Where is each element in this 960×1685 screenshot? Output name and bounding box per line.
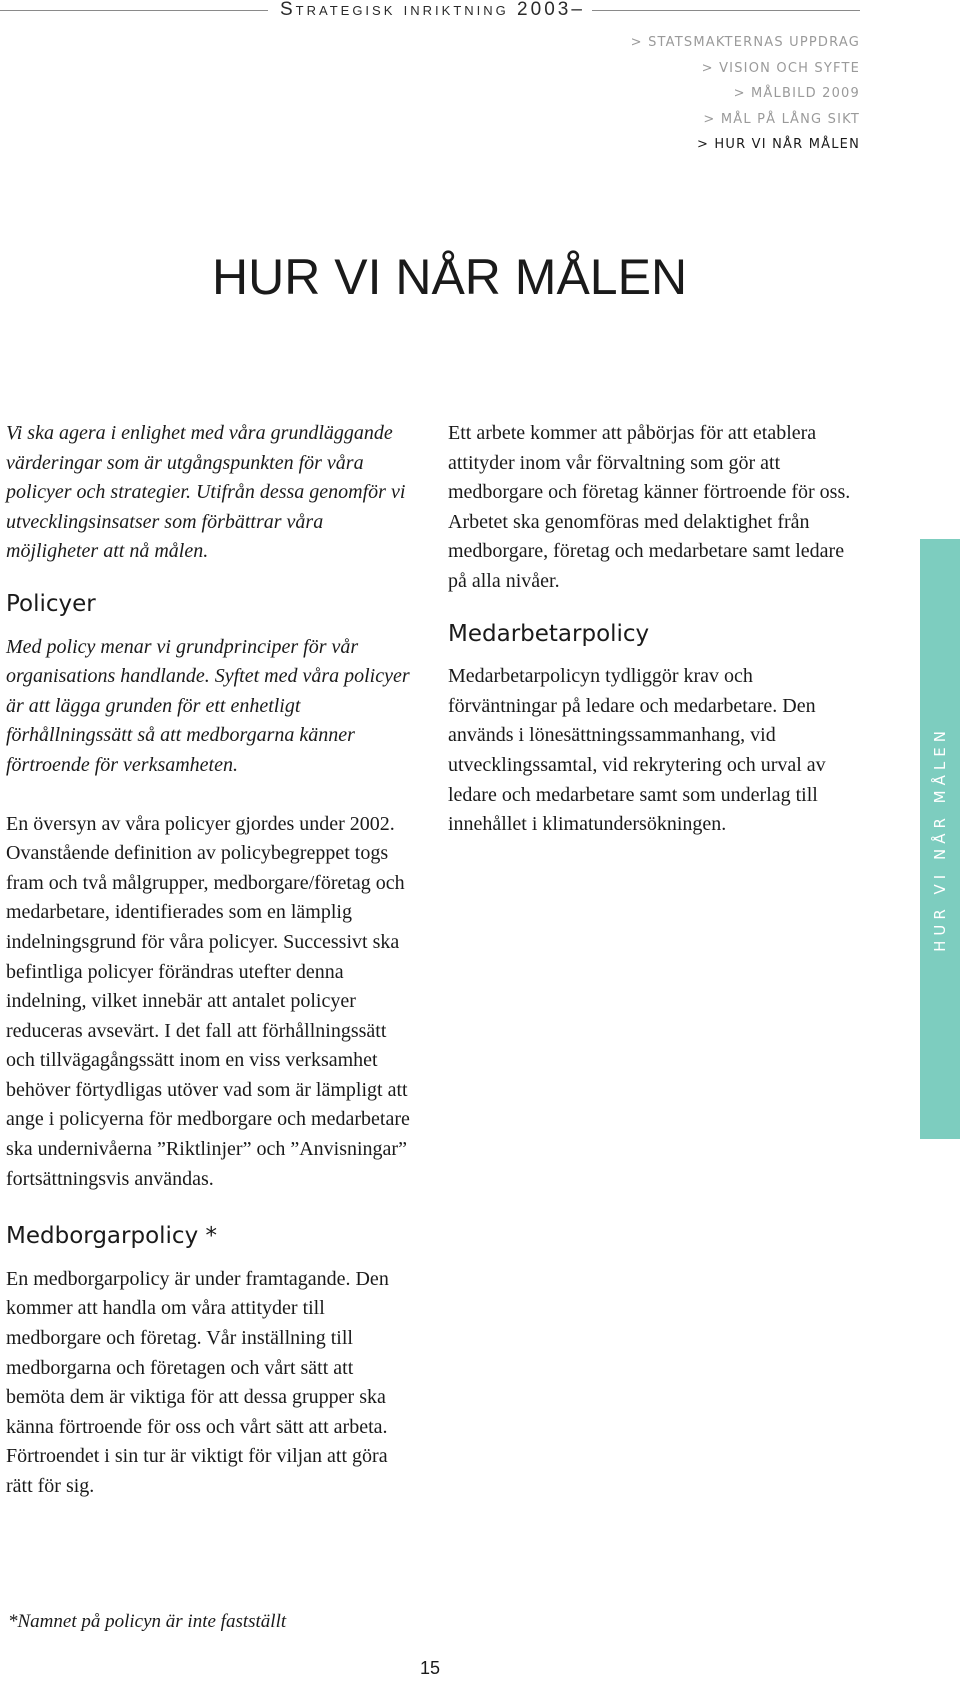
left-column [6, 419, 416, 1502]
medarbetarpolicy-body-paragraph: Medarbetarpolicyn tydliggör krav och förväntningar på ledare och medarbetare. Den används i lönesättningssammanhang, vid utvecklingssamtal, vid rekrytering och urval av ledare och medarbetare samt som underlag till innehållet i klimatundersökningen. [448, 665, 826, 836]
breadcrumb-item-statsmakternas-uppdrag[interactable]: > STATSMAKTERNAS UPPDRAG [630, 35, 860, 50]
footnote: *Namnet på policyn är inte fastställt [8, 1611, 287, 1632]
breadcrumb-item-malbild-2009[interactable]: > MÅLBILD 2009 [733, 86, 860, 101]
breadcrumb-item-vision-och-syfte[interactable]: > VISION OCH SYFTE [701, 60, 860, 76]
running-header: Strategisk inriktning 2003– [280, 0, 585, 20]
medborgarpolicy-body-paragraph: En medborgarpolicy är under framtagande. Den kommer att handla om våra attityder till medborgare och företag. Vår inställning till medborgarna och företagen och vårt sätt att bemöta dem är viktiga för att dessa grupper ska känna förtroende för oss och vårt sätt att arbeta. Förtroendet i sin tur är viktigt för viljan att göra rätt för sig. [6, 1267, 389, 1497]
header-dash: – [571, 0, 585, 20]
page-title: HUR VI NÅR MÅLEN [212, 249, 688, 305]
intro-paragraph: Vi ska agera i enlighet med våra grundläggande värderingar som är utgångspunkten för våra policyer och strategier. Utifrån dessa genomför vi utvecklingsinsatser som förbättrar våra möjligheter att nå målen. [6, 422, 406, 563]
page-number: 15 [419, 1658, 441, 1678]
breadcrumb-item-hur-vi-nar-malen[interactable]: > HUR VI NÅR MÅLEN [696, 137, 860, 152]
header-rule-left [0, 10, 268, 11]
medborgarpolicy-heading: Medborgarpolicy * [6, 1223, 217, 1250]
breadcrumb-item-mal-pa-lang-sikt[interactable]: > MÅL PÅ LÅNG SIKT [703, 111, 860, 127]
attityder-paragraph: Ett arbete kommer att påbörjas för att etablera attityder inom vår förvaltning som gör att medborgare och företag känner förtroende för oss. Arbetet ska genomföras med delaktighet från medborgare, företag och medarbetare samt ledare på alla nivåer. [448, 422, 851, 592]
section-breadcrumb [631, 30, 860, 158]
header-rule-right [592, 10, 860, 11]
policyer-heading: Policyer [6, 590, 96, 617]
right-column [448, 419, 858, 840]
section-side-tab [920, 539, 960, 1139]
policyer-intro-paragraph: Med policy menar vi grundprinciper för vår organisations handlande. Syftet med våra policyer är att lägga grunden för ett enhetligt förhållningssätt så att medborgarna känner förtroende för verksamheten. [6, 635, 410, 776]
medarbetarpolicy-heading: Medarbetarpolicy [448, 620, 650, 647]
side-tab-label: HUR VI NÅR MÅLEN [931, 726, 949, 952]
policyer-body-paragraph: En översyn av våra policyer gjordes under 2002. Ovanstående definition av policybegreppet togs fram och två målgrupper, medborgare/företag och medarbetare, identifierades som en lämplig indelningsgrund för våra policyer. Successivt ska befintliga policyer förändras utefter denna indelning, vilket innebär att antalet policyer reduceras avsevärt. I det fall att förhållningssätt och tillvägagångssätt inom en viss verksamhet behöver förtydligas utöver vad som är lämpligt att ange i policyerna för medborgare och medarbetare ska undernivåerna ”Riktlinjer” och ”Anvisningar” fortsättningsvis användas. [6, 812, 410, 1190]
